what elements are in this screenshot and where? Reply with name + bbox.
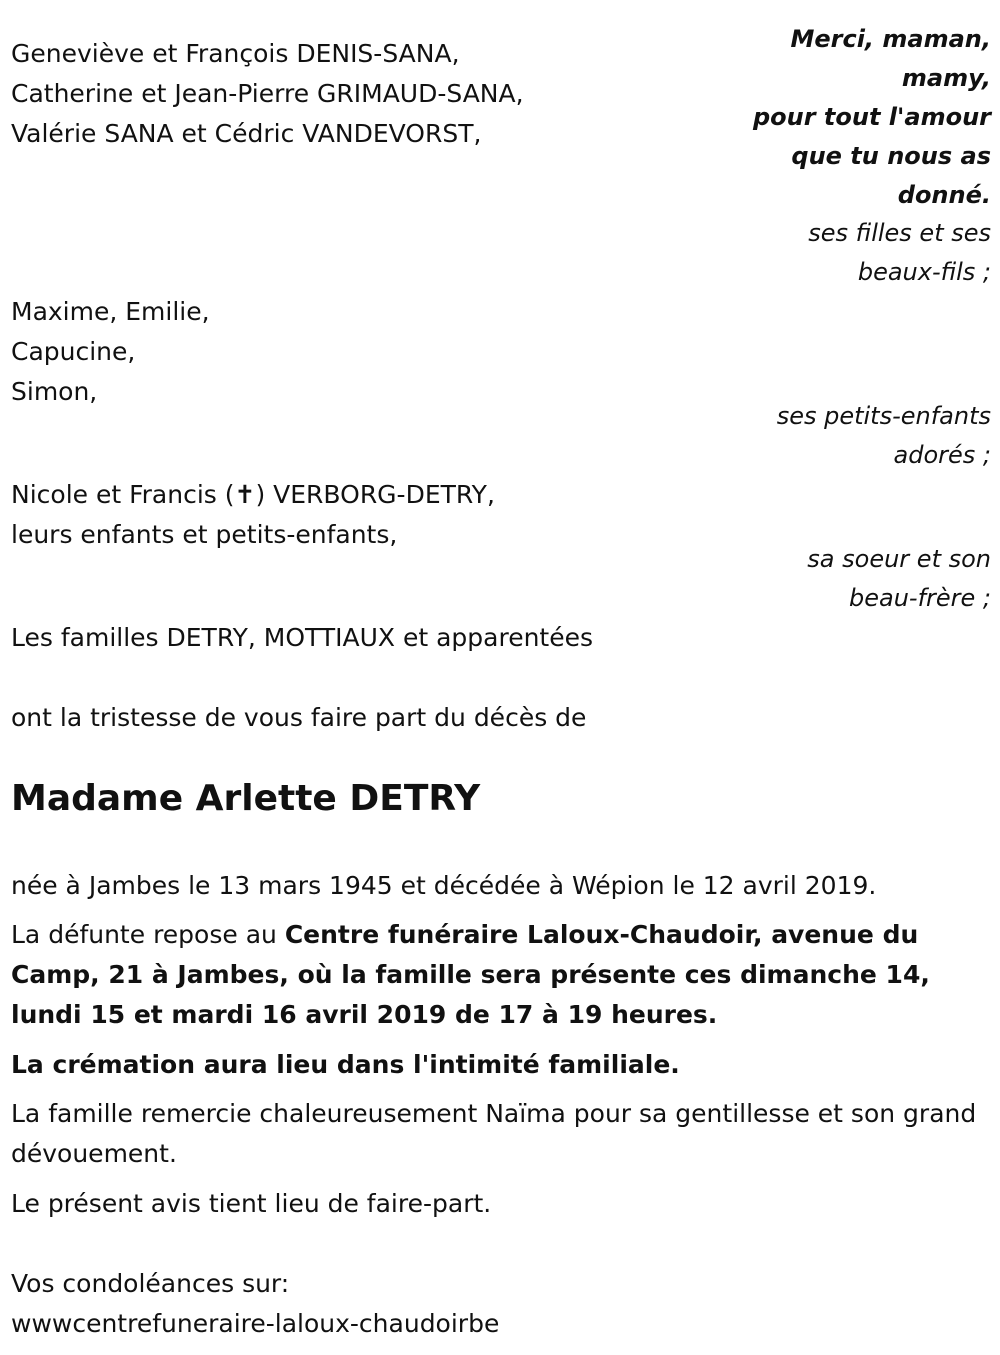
obituary-page [11,0,991,1355]
daughters-line-1: ses filles et ses [808,219,991,247]
cremation-line: La crémation aura lieu dans l'intimité familiale. [11,1050,680,1079]
children-line-3: Valérie SANA et Cédric VANDEVORST, [11,119,482,148]
children-line-2: Catherine et Jean-Pierre GRIMAUD-SANA, [11,79,524,108]
deceased-name: Madame Arlette DETRY [11,778,481,819]
tribute-line-5: donné. [897,181,991,209]
intro-line: ont la tristesse de vous faire part du décès de [11,703,587,732]
rest-prefix: La défunte repose au [11,920,285,949]
sister-line-2: leurs enfants et petits-enfants, [11,520,398,549]
condolences-website: wwwcentrefuneraire-laloux-chaudoirbe [11,1309,500,1338]
children-line-1: Geneviève et François DENIS-SANA, [11,39,460,68]
sister-line-1: Nicole et Francis (✝) VERBORG-DETRY, [11,480,495,509]
sister-caption-1: sa soeur et son [807,545,991,573]
tribute-line-3: pour tout l'amour [752,103,991,131]
daughters-line-2: beaux-fils ; [857,258,991,286]
grandchildren-line-3: Simon, [11,377,98,406]
birth-death-line: née à Jambes le 13 mars 1945 et décédée à Wépion le 12 avril 2019. [11,871,877,900]
grandchildren-line-2: Capucine, [11,337,136,366]
rest-paragraph [11,915,986,1035]
grandchildren-line-1: Maxime, Emilie, [11,297,210,326]
grandchildren-caption-1: ses petits-enfants [776,402,991,430]
thanks-paragraph: La famille remercie chaleureusement Naïma pour sa gentillesse et son grand dévouement. [11,1099,977,1168]
families-line: Les familles DETRY, MOTTIAUX et apparentées [11,623,594,652]
rest-location: Centre funéraire Laloux-Chaudoir, avenue du Camp, 21 à Jambes, où la famille sera présente ces dimanche 14, lundi 15 et mardi 16 avril 2019 de 17 à 19 heures. [11,920,930,1029]
notice-line: Le présent avis tient lieu de faire-part. [11,1189,492,1218]
grandchildren-caption-2: adorés ; [893,441,991,469]
tribute-line-2: mamy, [901,64,991,92]
tribute-line-4: que tu nous as [791,142,991,170]
sister-caption-2: beau-frère ; [848,584,991,612]
condolences-label: Vos condoléances sur: [11,1269,290,1298]
tribute-line-1: Merci, maman, [790,25,991,53]
